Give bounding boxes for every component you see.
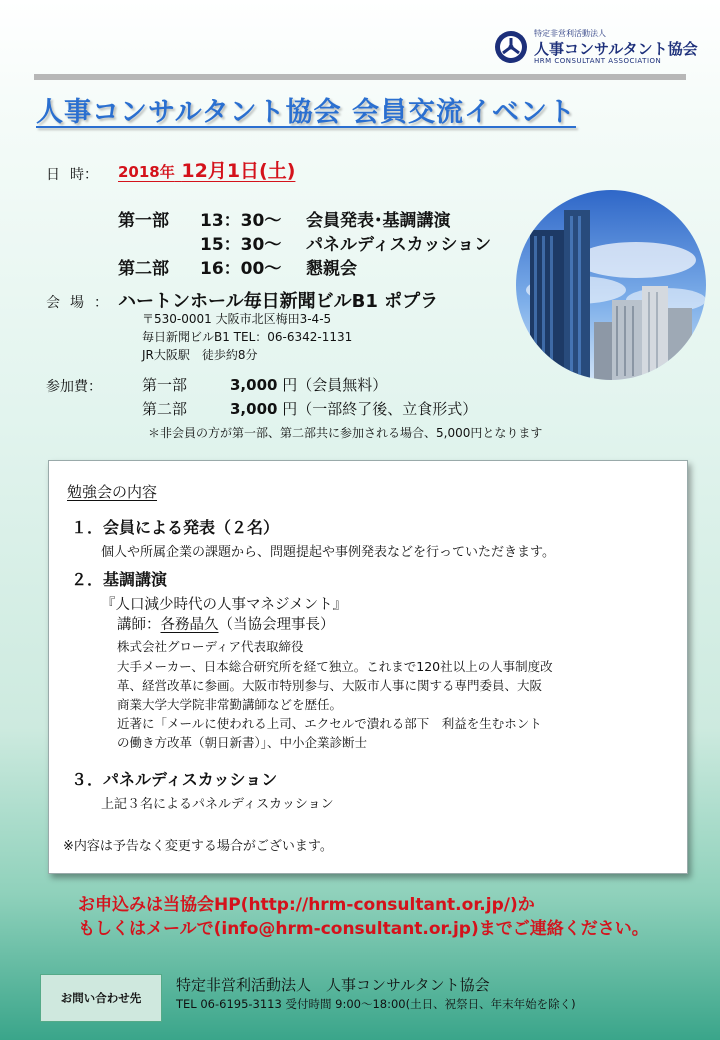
fee-label: 参加費： [46, 379, 102, 395]
item2-title: ２．基調講演 [71, 570, 168, 589]
venue-building: 毎日新聞ビルB1 TEL：06-6342-1131 [142, 330, 353, 344]
content-footnote: ※内容は予告なく変更する場合がございます。 [63, 839, 333, 854]
contact-org: 特定非営利活動法人 人事コンサルタント協会 [176, 976, 490, 994]
schedule-part: 第二部 [118, 259, 169, 279]
item1-title: １．会員による発表（２名） [71, 518, 280, 537]
lecture-title: 『人口減少時代の人事マネジメント』 [101, 597, 348, 613]
venue-postal: 〒530-0001 大阪市北区梅田3-4-5 [142, 312, 332, 326]
schedule-content: 会員発表･基調講演 [306, 211, 451, 231]
venue-access: JR大阪駅 徒歩約8分 [142, 348, 258, 362]
fee-part: 第二部 [142, 400, 188, 418]
item3-desc: 上記３名によるパネルディスカッション [101, 797, 334, 812]
schedule-content: パネルディスカッション [306, 235, 492, 255]
association-logo [494, 28, 704, 68]
contact-tel: TEL 06-6195-3113 受付時間 9:00〜18:00(土日、祝祭日、年末年始を除く) [176, 997, 576, 1011]
schedule-time: 16：00〜 [200, 259, 282, 279]
logo-small-text: 特定非営利活動法人 [534, 29, 606, 38]
speaker-bio: 商業大学大学院非常勤講師などを歴任。 [117, 697, 343, 712]
apply-line-1: お申込みは当協会HP(http://hrm-consultant.or.jp/)か [78, 895, 535, 915]
venue-label: 会場： [46, 295, 108, 311]
speaker-bio: の働き方改革（朝日新書）」、中小企業診断士 [117, 735, 368, 750]
apply-line-2: もしくはメールで(info@hrm-consultant.or.jp)までご連絡ください。 [78, 919, 649, 939]
speaker-company: 株式会社グローディア代表取締役 [117, 639, 304, 654]
content-heading: 勉強会の内容 [67, 483, 158, 501]
schedule-part: 第一部 [118, 211, 169, 231]
city-skyline-image [516, 190, 706, 380]
schedule-time: 15：30〜 [200, 235, 282, 255]
fee-amount: 3,000 円（一部終了後、立食形式） [230, 400, 478, 418]
fee-note: ＊非会員の方が第一部、第二部共に参加される場合、5,000円となります [148, 426, 543, 440]
venue-name: ハートンホール毎日新聞ビルB1 ポプラ [118, 291, 439, 312]
fee-part: 第一部 [142, 376, 188, 394]
contact-label-box: お問い合わせ先 [40, 974, 162, 1022]
page-title: 人事コンサルタント協会 会員交流イベント [36, 97, 576, 128]
speaker-line: 講師：各務晶久（当協会理事長） [117, 617, 335, 633]
item1-desc: 個人や所属企業の課題から、問題提起や事例発表などを行っていただきます。 [101, 545, 555, 560]
logo-english: HRM CONSULTANT ASSOCIATION [534, 57, 662, 65]
top-divider [34, 74, 686, 80]
schedule-content: 懇親会 [306, 259, 357, 279]
fee-amount: 3,000 円（会員無料） [230, 376, 388, 394]
content-box [48, 460, 688, 874]
event-date: 2018年 12月1日(土) [118, 160, 296, 182]
date-label: 日時： [46, 167, 98, 183]
speaker-bio: 近著に「メールに使われる上司、エクセルで潰れる部下 利益を生むホント [117, 716, 542, 731]
speaker-bio: 革、経営改革に参画。大阪市特別参与、大阪市人事に関する専門委員、大阪 [117, 678, 543, 693]
speaker-bio: 大手メーカー、日本総合研究所を経て独立。これまで120社以上の人事制度改 [117, 659, 553, 674]
association-emblem-icon [494, 30, 528, 64]
schedule-time: 13：30〜 [200, 211, 282, 231]
item3-title: ３．パネルディスカッション [71, 770, 278, 789]
logo-name: 人事コンサルタント協会 [534, 40, 698, 58]
